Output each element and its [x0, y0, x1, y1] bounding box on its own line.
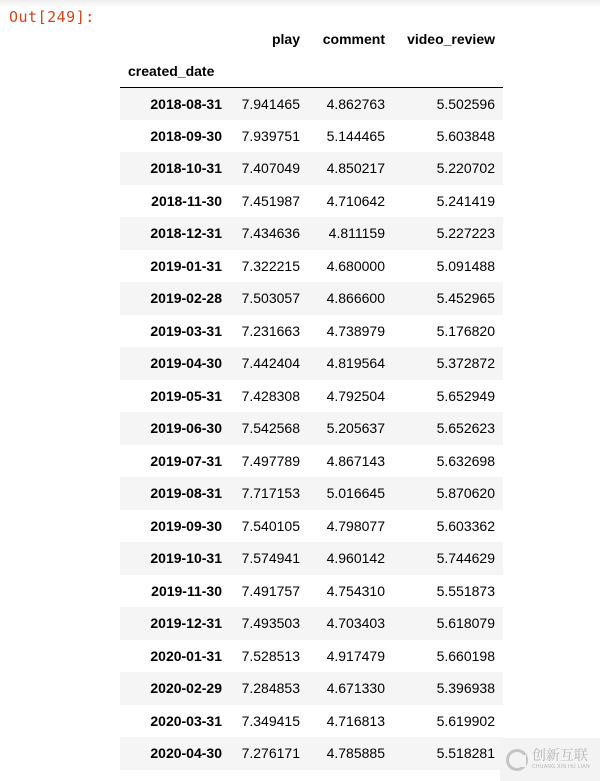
logo-icon: [506, 749, 528, 771]
row-index-date: 2019-03-31: [150, 322, 222, 339]
cell-video-review: 5.518281: [436, 745, 495, 762]
table-row: [120, 445, 503, 478]
dataframe-table: [120, 22, 503, 770]
table-row: [120, 120, 503, 153]
table-row: [120, 640, 503, 673]
table-row: [120, 607, 503, 640]
cell-comment: 4.867143: [326, 452, 385, 469]
cell-comment: 4.671330: [326, 680, 385, 697]
row-index-date: 2020-03-31: [150, 712, 222, 729]
cell-video-review: 5.744629: [436, 550, 495, 567]
cell-play: 7.428308: [241, 387, 300, 404]
cell-comment: 5.144465: [326, 127, 385, 144]
cell-video-review: 5.372872: [436, 355, 495, 372]
output-prompt: Out[249]:: [9, 8, 95, 26]
cell-comment: 4.716813: [326, 712, 385, 729]
table-row: [120, 380, 503, 413]
row-index-date: 2019-11-30: [151, 582, 222, 599]
row-index-date: 2019-01-31: [150, 257, 222, 274]
cell-comment: 4.811159: [328, 225, 385, 242]
cell-play: 7.322215: [241, 257, 300, 274]
row-index-date: 2019-06-30: [150, 420, 222, 437]
cell-video-review: 5.619902: [436, 712, 495, 729]
column-header-play: play: [271, 30, 300, 47]
table-row: [120, 282, 503, 315]
table-row: [120, 87, 503, 120]
cell-video-review: 5.551873: [436, 582, 495, 599]
cell-comment: 4.850217: [326, 160, 385, 177]
cell-play: 7.574941: [241, 550, 300, 567]
row-index-date: 2018-08-31: [150, 95, 222, 112]
cell-comment: 4.819564: [326, 355, 385, 372]
table-row: [120, 510, 503, 543]
cell-play: 7.503057: [241, 290, 300, 307]
row-index-date: 2019-10-31: [150, 550, 222, 567]
cell-video-review: 5.176820: [436, 322, 495, 339]
watermark-logo: [500, 738, 600, 781]
cell-comment: 4.866600: [326, 290, 385, 307]
cell-video-review: 5.091488: [436, 257, 495, 274]
cell-comment: 5.205637: [326, 420, 385, 437]
row-index-date: 2018-11-30: [151, 192, 222, 209]
table-row: [120, 217, 503, 250]
cell-video-review: 5.227223: [436, 225, 495, 242]
table-body: [120, 87, 503, 770]
cell-play: 7.231663: [241, 322, 300, 339]
cell-comment: 4.862763: [326, 95, 385, 112]
table-row: [120, 737, 503, 770]
cell-play: 7.349415: [241, 712, 300, 729]
cell-comment: 4.798077: [326, 517, 385, 534]
column-header-comment: comment: [322, 30, 385, 47]
row-index-date: 2019-08-31: [150, 485, 222, 502]
cell-video-review: 5.241419: [436, 192, 495, 209]
cell-video-review: 5.652623: [436, 420, 495, 437]
table-row: [120, 315, 503, 348]
cell-video-review: 5.396938: [436, 680, 495, 697]
cell-video-review: 5.603362: [436, 517, 495, 534]
row-index-date: 2019-09-30: [150, 517, 222, 534]
cell-play: 7.540105: [241, 517, 300, 534]
row-index-date: 2019-12-31: [150, 615, 222, 632]
cell-play: 7.939751: [241, 127, 300, 144]
cell-play: 7.493503: [241, 615, 300, 632]
cell-play: 7.941465: [241, 95, 300, 112]
row-index-date: 2019-07-31: [150, 452, 222, 469]
table-row: [120, 347, 503, 380]
row-index-date: 2018-09-30: [150, 127, 222, 144]
cell-play: 7.491757: [241, 582, 300, 599]
table-row: [120, 705, 503, 738]
cell-comment: 4.785885: [326, 745, 385, 762]
blank-header: [120, 22, 230, 55]
table-row: [120, 542, 503, 575]
cell-play: 7.528513: [241, 647, 300, 664]
cell-video-review: 5.502596: [436, 95, 495, 112]
cell-play: 7.717153: [241, 485, 300, 502]
row-index-date: 2020-01-31: [150, 647, 222, 664]
row-index-date: 2019-02-28: [150, 290, 222, 307]
cell-comment: 4.703403: [326, 615, 385, 632]
cell-video-review: 5.618079: [436, 615, 495, 632]
cell-play: 7.451987: [241, 192, 300, 209]
top-shadow: [0, 0, 600, 8]
cell-comment: 4.960142: [326, 550, 385, 567]
row-index-date: 2020-04-30: [150, 745, 222, 762]
watermark-text-cn: 创新互联: [532, 748, 588, 764]
row-index-date: 2018-12-31: [150, 225, 222, 242]
row-index-date: 2019-05-31: [150, 387, 222, 404]
table-row: [120, 477, 503, 510]
cell-play: 7.542568: [241, 420, 300, 437]
table-row: [120, 152, 503, 185]
cell-comment: 4.917479: [326, 647, 385, 664]
watermark-text-en: CHUANG XIN HU LIAN: [532, 764, 590, 770]
cell-play: 7.407049: [241, 160, 300, 177]
cell-comment: 4.754310: [326, 582, 385, 599]
table-row: [120, 185, 503, 218]
cell-comment: 4.792504: [326, 387, 385, 404]
cell-video-review: 5.870620: [436, 485, 495, 502]
column-header-video-review: video_review: [407, 30, 495, 47]
cell-comment: 4.680000: [326, 257, 385, 274]
row-index-date: 2020-02-29: [150, 680, 222, 697]
cell-play: 7.284853: [241, 680, 300, 697]
table-row: [120, 672, 503, 705]
cell-video-review: 5.660198: [436, 647, 495, 664]
cell-play: 7.434636: [241, 225, 300, 242]
cell-comment: 4.738979: [326, 322, 385, 339]
cell-comment: 5.016645: [326, 485, 385, 502]
table-row: [120, 575, 503, 608]
index-name: created_date: [120, 55, 230, 87]
cell-video-review: 5.452965: [436, 290, 495, 307]
row-index-date: 2018-10-31: [150, 160, 222, 177]
table-row: [120, 250, 503, 283]
cell-play: 7.442404: [241, 355, 300, 372]
cell-play: 7.276171: [241, 745, 300, 762]
cell-play: 7.497789: [241, 452, 300, 469]
cell-video-review: 5.632698: [436, 452, 495, 469]
cell-video-review: 5.220702: [436, 160, 495, 177]
table-row: [120, 412, 503, 445]
cell-video-review: 5.603848: [436, 127, 495, 144]
column-header-row: [120, 22, 503, 55]
cell-video-review: 5.652949: [436, 387, 495, 404]
index-name-row: [120, 55, 503, 87]
cell-comment: 4.710642: [326, 192, 385, 209]
row-index-date: 2019-04-30: [150, 355, 222, 372]
